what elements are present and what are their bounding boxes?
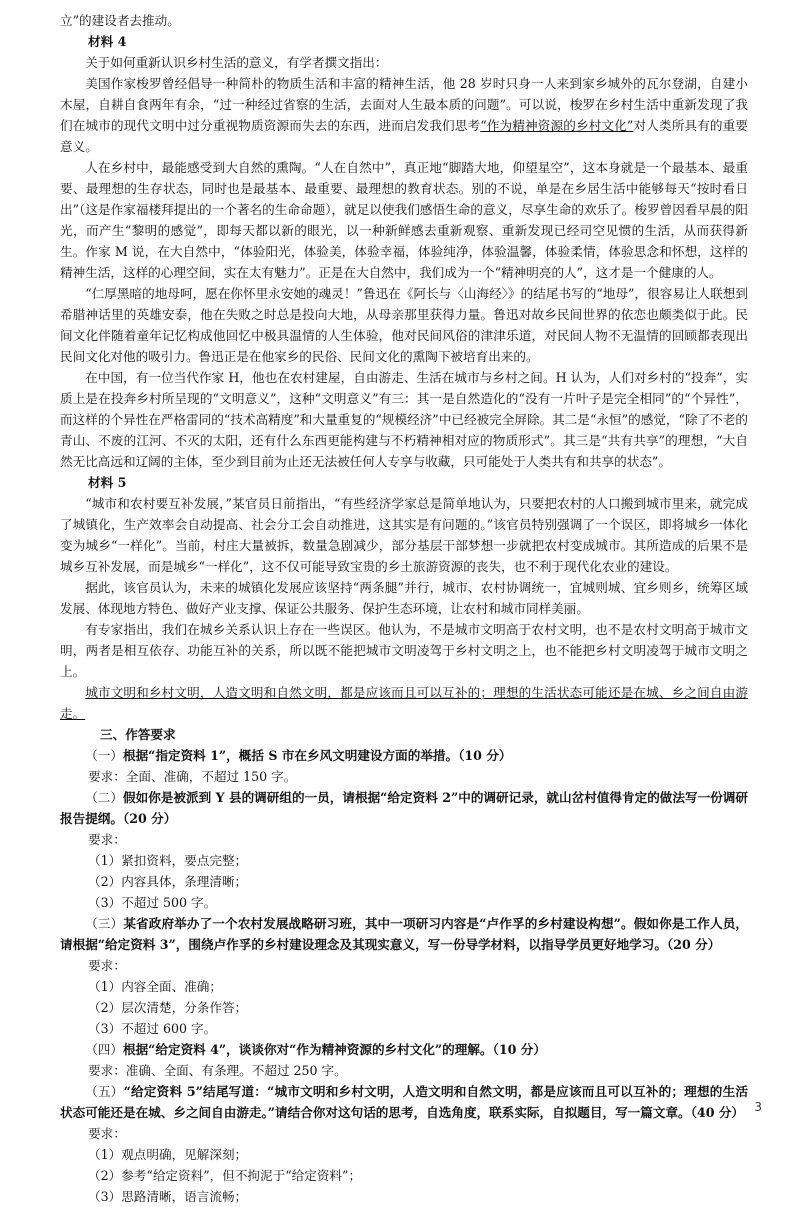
task-number: （五） [85, 1084, 124, 1099]
material-4-p1-text-a: 美国作家梭罗曾经倡导一种简朴的物质生活和丰富的精神生活，他 28 岁时只身一人来到家乡城外的瓦尔登湖，自建小木屋，自耕自食两年有余，“过一种经过省察的生活，去面对人生最本质的问题”。可以说，梭罗在乡村生活中重新发现了我们在城市的现代文明中过分重视物质资源而失去的东西，进而启发我们思考 [60, 76, 748, 133]
task-requirement: 要求： [88, 1126, 126, 1141]
task-requirement-item: （1）观点明确，见解深刻； [88, 1147, 248, 1162]
task-prompt [60, 787, 748, 829]
task-requirement-item: （3）不超过 500 字。 [88, 895, 217, 910]
task-requirement: 要求：准确、全面、有条理。不超过 250 字。 [88, 1063, 347, 1078]
task-5 [60, 1081, 748, 1207]
task-requirement: 要求： [88, 832, 126, 847]
material-5-paragraph-4: 城市文明和乡村文明，人造文明和自然文明，都是应该而且可以互补的；理想的生活状态可能还是在城、乡之间自由游走。 [60, 685, 748, 721]
task-text: “给定资料 5”结尾写道：“城市文明和乡村文明，人造文明和自然文明，都是应该而且可以互补的；理想的生活状态可能还是在城、乡之间自由游走。”请结合你对这句话的思考，自选角度，联系实际，自拟题目，写一篇文章。（40 分） [60, 1084, 748, 1120]
task-number: （一） [85, 748, 123, 763]
material-5-heading: 材料 5 [88, 475, 127, 490]
task-requirement-item: （2）层次清楚，分条作答； [88, 1000, 248, 1015]
material-5-paragraph-2: 据此，该官员认为，未来的城镇化发展应该坚持“两条腿”并行，城市、农村协调统一，宜城则城、宜乡则乡，统筹区域发展、体现地方特色、做好产业支撑、保证公共服务、保护生态环境，让农村和城市同样美丽。 [60, 580, 748, 616]
task-requirement-item: （2）参考“给定资料”，但不拘泥于“给定资料”； [88, 1168, 362, 1183]
task-text: 根据“给定资料 4”，谈谈你对“作为精神资源的乡村文化”的理解。（10 分） [122, 1042, 546, 1057]
material-5-paragraph-3: 有专家指出，我们在城乡关系认识上存在一些误区。他认为，不是城市文明高于农村文明，也不是农村文明高于城市文明，两者是相互依存、功能互补的关系，所以既不能把城市文明凌驾于乡村文明之上，也不能把乡村文明凌驾于城市文明之上。 [60, 622, 748, 679]
material-4-p1-text-b: 对人类所具有的重要意义。 [60, 118, 748, 154]
task-prompt [60, 1081, 748, 1123]
material-4-p1-underlined: “作为精神资源的乡村文化” [480, 118, 634, 133]
material-4-heading: 材料 4 [88, 34, 127, 49]
task-3 [60, 913, 748, 1039]
task-prompt [60, 913, 748, 955]
task-requirement-item: （1）内容全面、准确； [88, 979, 222, 994]
task-4 [60, 1039, 748, 1081]
section-title: 三、作答要求 [100, 727, 176, 742]
task-number: （二） [85, 790, 123, 805]
material-5-paragraph-1: “城市和农村要互补发展，”某官员日前指出，“有些经济学家总是简单地认为，只要把农村的人口搬到城市里来，就完成了城镇化，生产效率会自动提高、社会分工会自动推进，这其实是有问题的。”该官员特别强调了一个误区，即将城乡一体化变为城乡“一样化”。当前，村庄大量被拆，数量急剧减少，部分基层干部梦想一步就把农村变成城市。其所造成的后果不是城乡互补发展，而是城乡“一样化”，这不仅可能导致宝贵的乡土旅游资源的丧失，也不利于现代化农业的建设。 [60, 496, 748, 574]
task-number: （三） [85, 916, 124, 931]
top-line: 立”的建设者去推动。 [60, 13, 180, 28]
document-page [60, 10, 748, 1207]
task-requirement-item: （1）紧扣资料，要点完整； [88, 853, 248, 868]
task-2 [60, 787, 748, 913]
material-4-intro: 关于如何重新认识乡村生活的意义，有学者撰文指出： [85, 55, 388, 70]
material-4-paragraph-1 [60, 73, 748, 157]
task-1 [60, 745, 748, 787]
task-prompt [60, 1039, 748, 1060]
material-4-paragraph-3: “仁厚黑暗的地母呵，愿在你怀里永安她的魂灵！”鲁迅在《阿长与〈山海经〉》的结尾书写的“地母”，很容易让人联想到希腊神话里的英雄安泰，他在失败之时总是投向大地，从母亲那里获得力量。鲁迅对故乡民间世界的依恋也颇类似于此。民间文化伴随着童年记忆构成他回忆中极具温情的人生体验，他对民间风俗的津津乐道，对民间人物不无温情的回顾都表现出民间文化对他的吸引力。鲁迅正是在他家乡的民俗、民间文化的熏陶下被培育出来的。 [60, 286, 748, 364]
task-requirement: 要求：全面、准确，不超过 150 字。 [88, 769, 297, 784]
page-number: 3 [754, 1100, 762, 1114]
task-text: 某省政府举办了一个农村发展战略研习班，其中一项研习内容是“卢作孚的乡村建设构想”。假如你是工作人员，请根据“给定资料 3”，围绕卢作孚的乡村建设理念及其现实意义，写一份导学材料，以指导学员更好地学习。（20 分） [60, 916, 748, 952]
material-4-paragraph-2: 人在乡村中，最能感受到大自然的熏陶。“人在自然中”，真正地“脚踏大地，仰望星空”，这本身就是一个最基本、最重要、最理想的生存状态，同时也是最基本、最重要、最理想的教育状态。别的不说，单是在乡居生活中能够每天“按时看日出”（这是作家福楼拜提出的一个著名的生命命题），就足以使我们感悟生命的意义，尽享生命的欢乐了。梭罗曾因看早晨的阳光，而产生“黎明的感觉”，即每天都以新的眼光，以一种新鲜感去重新观察、重新发现已经司空见惯的生活，从而获得新生。作家 M 说，在大自然中，“体验阳光，体验美，体验幸福，体验纯净，体验温馨，体验柔情，体验思念和怀想，这样的精神生活，这样的心理空间，实在太有魅力”。正是在大自然中，我们成为一个“精神明亮的人”，这才是一个健康的人。 [60, 160, 748, 280]
task-prompt [60, 745, 748, 766]
task-requirement-item: （2）内容具体，条理清晰； [88, 874, 248, 889]
task-text: 假如你是被派到 Y 县的调研组的一员，请根据“给定资料 2”中的调研记录，就山岔村值得肯定的做法写一份调研报告提纲。（20 分） [60, 790, 749, 826]
material-4-paragraph-4: 在中国，有一位当代作家 H，他也在农村建屋，自由游走、生活在城市与乡村之间。H 认为，人们对乡村的“投奔”，实质上是在投奔乡村所呈现的“文明意义”，这种“文明意义”有三：其一是自然造化的“没有一片叶子是完全相同”的“个异性”，而这样的个异性在严格雷同的“技术高精度”和大量重复的“规模经济”中已经被完全屏除。其二是“永恒”的感觉，“除了不老的青山、不废的江河、不灭的太阳，还有什么东西更能构建与不朽精神相对应的物质形式”。其三是“共有共享”的理想，“大自然无比高远和辽阔的主体，至少到目前为止还无法被任何人专享与收藏，只可能处于人类共有和共享的状态”。 [60, 370, 748, 469]
task-number: （四） [85, 1042, 123, 1057]
task-text: 根据“指定资料 1”，概括 S 市在乡风文明建设方面的举措。（10 分） [122, 748, 512, 763]
task-requirement: 要求： [88, 958, 126, 973]
task-requirement-item: （3）思路清晰，语言流畅； [88, 1189, 248, 1204]
task-requirement-item: （3）不超过 600 字。 [88, 1021, 217, 1036]
